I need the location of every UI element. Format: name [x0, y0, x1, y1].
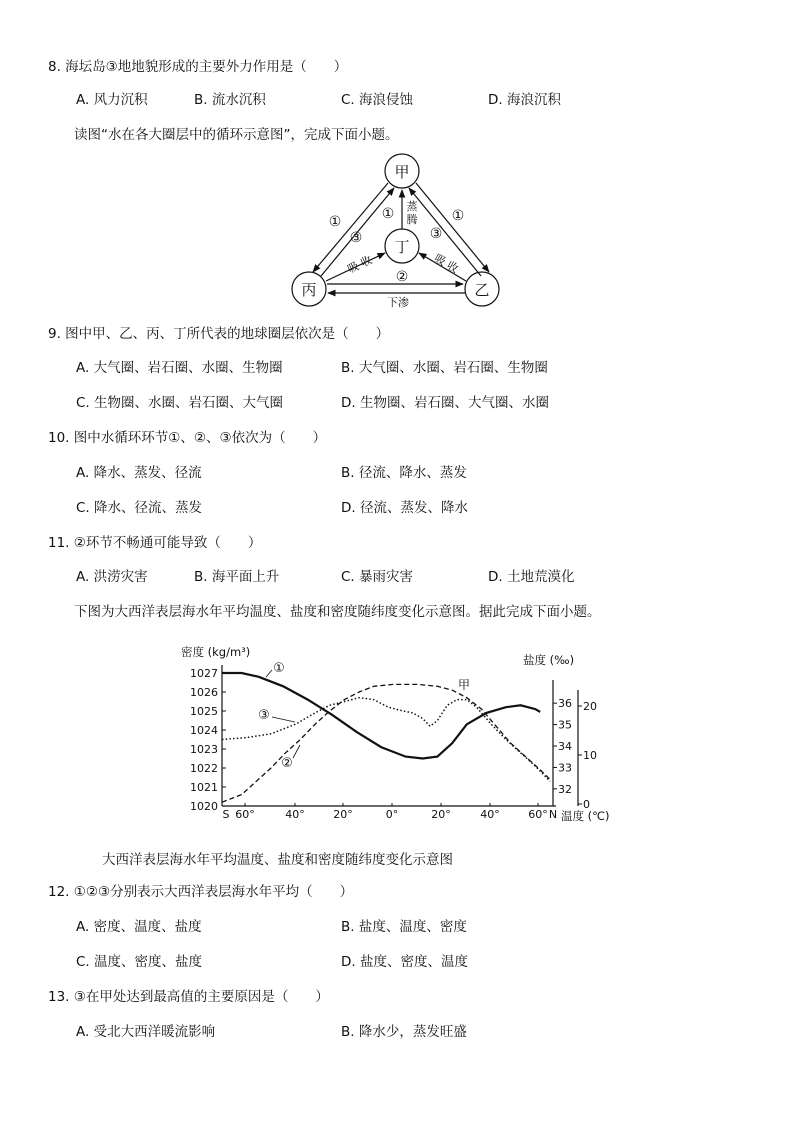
q12-option-b[interactable]: B. 盐度、温度、密度 [341, 919, 467, 935]
question-8-stem: 8. 海坛岛③地地貌形成的主要外力作用是（ ） [48, 59, 348, 75]
salinity-tick-label: 32 [558, 782, 572, 796]
x-tick-label: 0° [385, 808, 399, 821]
label-c1-center: ① [381, 206, 395, 222]
intro-atlantic-chart: 下图为大西洋表层海水年平均温度、盐度和密度随纬度变化示意图。据此完成下面小题。 [74, 604, 601, 620]
density-tick-label: 1024 [190, 724, 218, 737]
x-tick-label: 60° [528, 808, 548, 821]
node-ding: 丁 [394, 238, 410, 256]
x-tick-label: N [548, 808, 558, 821]
question-9-stem: 9. 图中甲、乙、丙、丁所代表的地球圈层依次是（ ） [48, 326, 390, 342]
x-tick-label: 60° [235, 808, 255, 821]
node-jia: 甲 [394, 163, 410, 181]
salinity-tick-label: 36 [558, 697, 572, 711]
temperature-tick-label: 10 [583, 749, 597, 762]
density-tick-label: 1025 [190, 705, 218, 718]
node-yi: 乙 [474, 281, 490, 299]
density-tick-label: 1022 [190, 762, 218, 775]
q9-option-a[interactable]: A. 大气圈、岩石圈、水圈、生物圈 [76, 360, 283, 376]
leader-3 [272, 717, 295, 722]
q11-option-c[interactable]: C. 暴雨灾害 [341, 569, 414, 585]
q12-option-a[interactable]: A. 密度、温度、盐度 [76, 919, 202, 935]
question-12-stem: 12. ①②③分别表示大西洋表层海水年平均（ ） [48, 884, 354, 900]
temperature-axis-title: 温度 (℃) [561, 809, 610, 823]
x-tick-label: 20° [431, 808, 451, 821]
q13-option-b[interactable]: B. 降水少，蒸发旺盛 [341, 1024, 467, 1040]
q11-option-b[interactable]: B. 海平面上升 [194, 569, 280, 585]
label-seep: 下渗 [387, 296, 409, 309]
x-tick-label: 20° [333, 808, 353, 821]
salinity-tick-label: 33 [558, 761, 572, 775]
density-tick-label: 1027 [190, 667, 218, 680]
question-10-stem: 10. 图中水循环环节①、②、③依次为（ ） [48, 430, 327, 446]
series-label-3: ③ [258, 708, 270, 723]
question-13-stem: 13. ③在甲处达到最高值的主要原因是（ ） [48, 989, 329, 1005]
water-cycle-diagram [280, 150, 520, 312]
label-evap-1: 蒸 [406, 200, 418, 213]
leader-1 [266, 670, 272, 677]
x-tick-label: 40° [285, 808, 305, 821]
q8-option-b[interactable]: B. 流水沉积 [194, 92, 266, 108]
series-label-2: ② [281, 756, 293, 771]
density-tick-label: 1023 [190, 743, 218, 756]
q13-option-a[interactable]: A. 受北大西洋暖流影响 [76, 1024, 216, 1040]
salinity-tick-label: 34 [558, 740, 572, 753]
density-tick-label: 1021 [190, 781, 218, 794]
salinity-tick-label: 35 [558, 718, 572, 732]
density-tick-label: 1026 [190, 686, 218, 699]
intro-water-cycle: 读图“水在各大圈层中的循环示意图”，完成下面小题。 [74, 127, 399, 143]
node-bing: 丙 [301, 281, 317, 299]
question-11-stem: 11. ②环节不畅通可能导致（ ） [48, 535, 262, 551]
chart-caption: 大西洋表层海水年平均温度、盐度和密度随纬度变化示意图 [102, 852, 453, 868]
annotation-jia: 甲 [458, 678, 471, 692]
x-tick-label: S [222, 808, 230, 821]
q9-option-d[interactable]: D. 生物圈、岩石圈、大气圈、水圈 [341, 395, 549, 411]
label-c1-left: ① [328, 214, 342, 230]
label-c1-right: ① [451, 208, 465, 224]
left-axis-title: 密度 (kg/m³) [181, 645, 251, 659]
label-absorb-left: 吸 收 [345, 253, 375, 276]
temperature-tick-label: 0 [583, 798, 590, 811]
series-line-2 [222, 684, 550, 802]
label-c3-left: ③ [349, 230, 363, 246]
q10-option-a[interactable]: A. 降水、蒸发、径流 [76, 465, 202, 481]
q9-option-c[interactable]: C. 生物圈、水圈、岩石圈、大气圈 [76, 395, 284, 411]
label-c3-right: ③ [429, 226, 443, 242]
q11-option-a[interactable]: A. 洪涝灾害 [76, 569, 148, 585]
density-tick-label: 1020 [190, 800, 218, 813]
label-absorb-right: 吸 收 [431, 251, 461, 276]
q10-option-c[interactable]: C. 降水、径流、蒸发 [76, 500, 203, 516]
q8-option-d[interactable]: D. 海浪沉积 [488, 92, 561, 108]
atlantic-chart [170, 640, 620, 830]
x-tick-label: 40° [480, 808, 500, 821]
q10-option-b[interactable]: B. 径流、降水、蒸发 [341, 465, 467, 481]
label-evap-2: 腾 [406, 213, 418, 226]
salinity-axis-title: 盐度 (‰) [523, 653, 575, 667]
arrow-jia-to-bing [313, 183, 388, 272]
q10-option-d[interactable]: D. 径流、蒸发、降水 [341, 500, 468, 516]
temperature-tick-label: 20 [583, 700, 597, 713]
series-label-1: ① [273, 661, 285, 676]
leader-2 [293, 745, 300, 758]
q8-option-a[interactable]: A. 风力沉积 [76, 92, 148, 108]
q12-option-c[interactable]: C. 温度、密度、盐度 [76, 954, 203, 970]
series-line-3 [222, 698, 550, 782]
q11-option-d[interactable]: D. 土地荒漠化 [488, 569, 575, 585]
q8-option-c[interactable]: C. 海浪侵蚀 [341, 92, 414, 108]
label-c2: ② [395, 269, 409, 285]
q9-option-b[interactable]: B. 大气圈、水圈、岩石圈、生物圈 [341, 360, 548, 376]
q12-option-d[interactable]: D. 盐度、密度、温度 [341, 954, 468, 970]
